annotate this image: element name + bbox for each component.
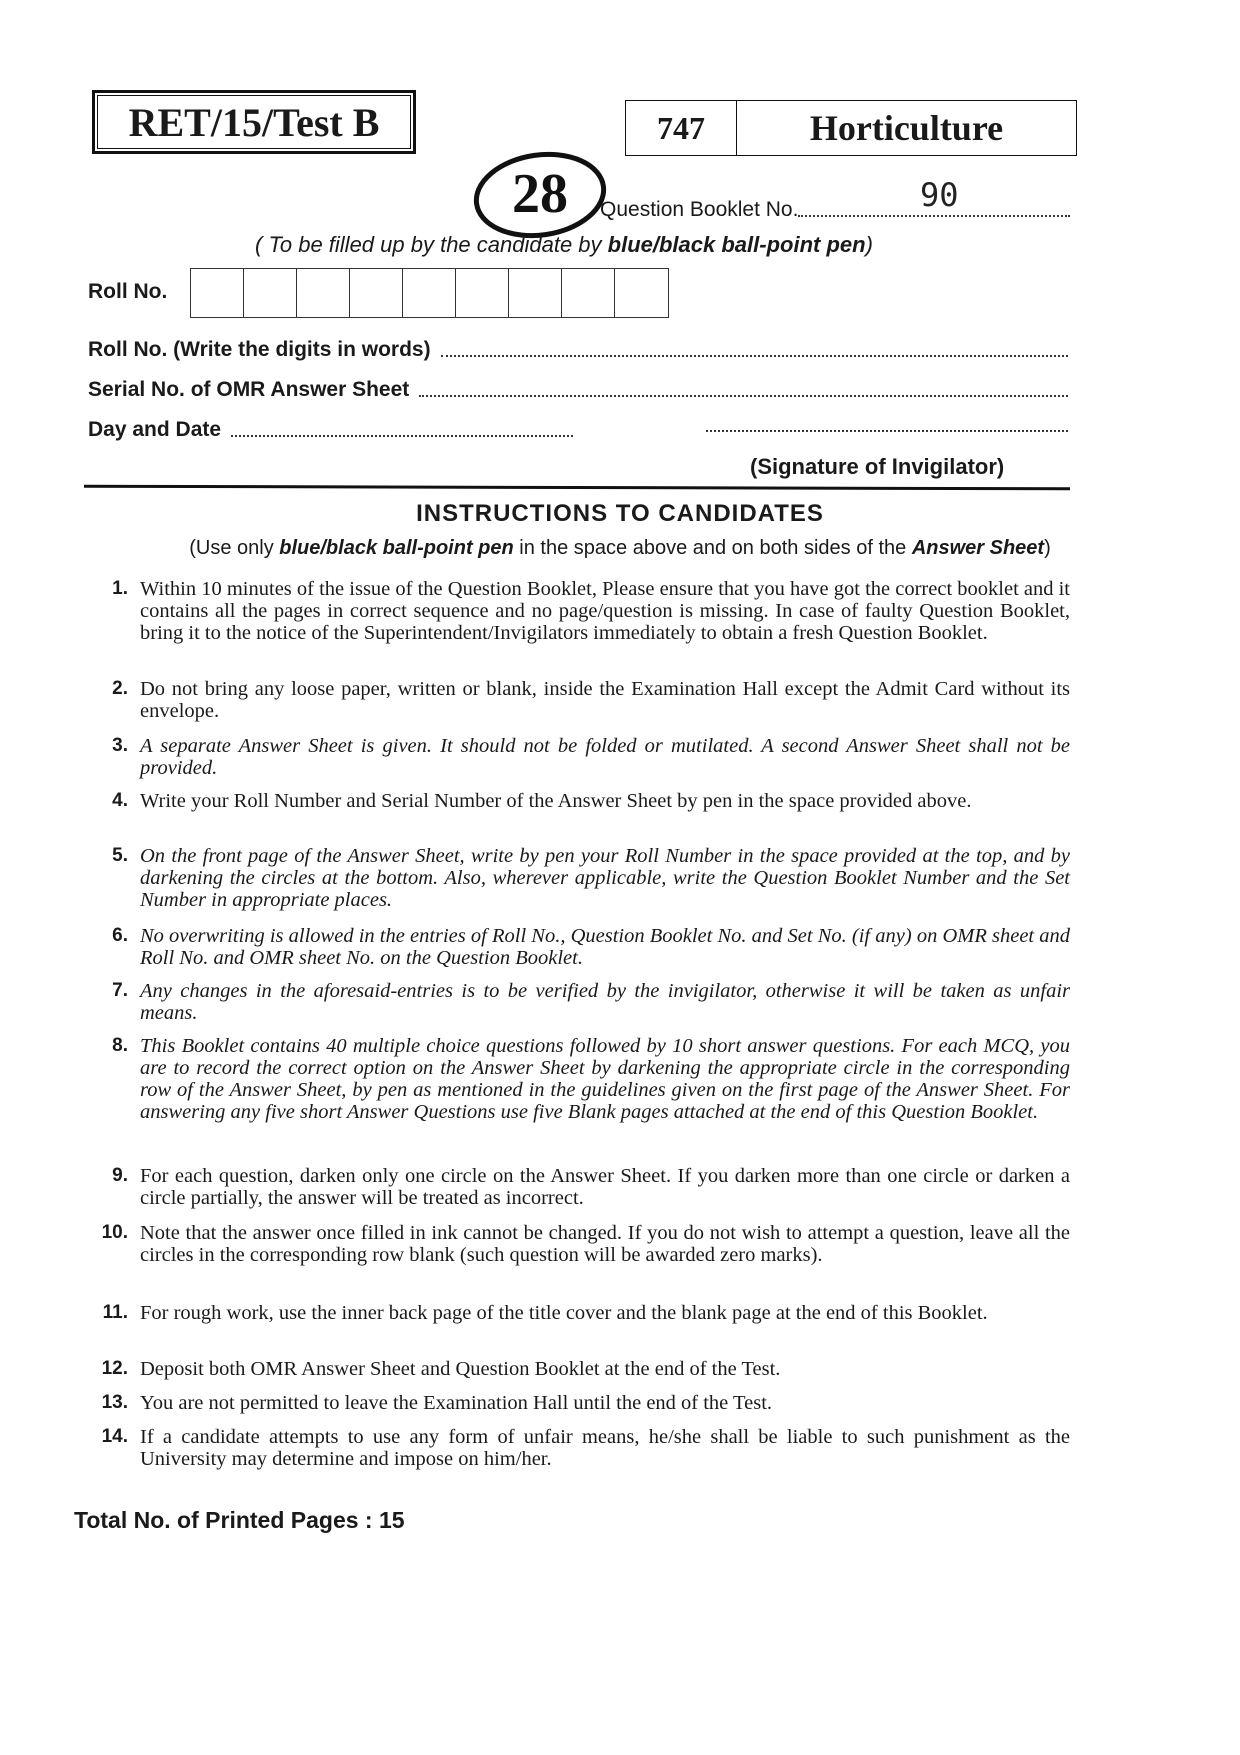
- roll-digit-box[interactable]: [191, 269, 244, 317]
- instructions-subheading: (Use only blue/black ball-point pen in the space above and on both sides of the Answer Sheet): [189, 537, 1051, 559]
- subject-code: 747: [626, 101, 737, 155]
- roll-digit-box[interactable]: [244, 269, 297, 317]
- instruction-item: 11. For rough work, use the inner back page of the title cover and the blank page at the end of this Booklet.: [102, 1302, 988, 1324]
- test-code: RET/15/Test B: [92, 90, 416, 154]
- roll-number-label: Roll No.: [88, 280, 168, 303]
- booklet-number-value: 90: [920, 176, 959, 214]
- roll-digit-box[interactable]: [562, 269, 615, 317]
- total-printed-pages: Total No. of Printed Pages : 15: [74, 1507, 405, 1533]
- instruction-item: 6. No overwriting is allowed in the entries of Roll No., Question Booklet No. and Set No. (if any) on OMR sheet and Roll No. and OMR sheet No. on the Question Booklet.: [112, 925, 1070, 969]
- roll-digit-box[interactable]: [403, 269, 456, 317]
- instruction-item: 5. On the front page of the Answer Sheet, write by pen your Roll Number in the space provided at the top, and by darkening the circles at the bottom. Also, wherever applicable, write the Question Booklet Number and the Set Number in appropriate places.: [112, 845, 1070, 911]
- omr-serial-label: Serial No. of OMR Answer Sheet: [88, 378, 410, 401]
- omr-serial-field[interactable]: [88, 378, 1068, 402]
- signature-label: (Signature of Invigilator): [750, 454, 1005, 479]
- fill-note: ( To be filled up by the candidate by blue/black ball-point pen): [255, 232, 873, 257]
- signature-line[interactable]: [706, 430, 1068, 432]
- instruction-item: 13. You are not permitted to leave the Examination Hall until the end of the Test.: [101, 1392, 773, 1414]
- day-date-field[interactable]: [88, 418, 573, 442]
- roll-digit-box[interactable]: [615, 269, 668, 317]
- instruction-item: 9. For each question, darken only one circle on the Answer Sheet. If you darken more than one circle or darken a circle partially, the answer will be treated as incorrect.: [112, 1165, 1070, 1209]
- instruction-item: 4. Write your Roll Number and Serial Number of the Answer Sheet by pen in the space provided above.: [112, 790, 972, 812]
- instruction-item: 14. If a candidate attempts to use any form of unfair means, he/she shall be liable to such punishment as the University may determine and impose on him/her.: [101, 1426, 1070, 1470]
- subject-box: [625, 100, 1077, 156]
- instruction-item: 10. Note that the answer once filled in ink cannot be changed. If you do not wish to attempt a question, leave all the circles in the corresponding row blank (such question will be awarded zero marks).: [101, 1222, 1070, 1266]
- instruction-item: 2. Do not bring any loose paper, written or blank, inside the Examination Hall except the Admit Card without its envelope.: [112, 678, 1070, 722]
- roll-digit-box[interactable]: [297, 269, 350, 317]
- roll-digit-box[interactable]: [509, 269, 562, 317]
- instruction-item: 12. Deposit both OMR Answer Sheet and Question Booklet at the end of the Test.: [101, 1358, 781, 1380]
- roll-number-boxes[interactable]: [190, 268, 669, 318]
- instruction-item: 1. Within 10 minutes of the issue of the Question Booklet, Please ensure that you have got the correct booklet and it contains all the pages in correct sequence and no page/question is missing. In case of faulty Question Booklet, bring it to the notice of the Superintendent/Invigilators immediately to obtain a fresh Question Booklet.: [112, 578, 1071, 644]
- stamp-number: 28: [512, 163, 568, 225]
- divider: [84, 485, 1070, 491]
- roll-digit-box[interactable]: [456, 269, 509, 317]
- booklet-number-label: Question Booklet No.: [600, 198, 799, 221]
- instruction-item: 7. Any changes in the aforesaid-entries is to be verified by the invigilator, otherwise it will be taken as unfair means.: [112, 980, 1070, 1024]
- booklet-number-field: [600, 190, 1070, 222]
- subject-name: Horticulture: [809, 108, 1004, 148]
- instruction-item: 3. A separate Answer Sheet is given. It should not be folded or mutilated. A second Answer Sheet shall not be provided.: [112, 735, 1070, 779]
- handwritten-stamp: [470, 150, 610, 240]
- instructions-heading: INSTRUCTIONS TO CANDIDATES: [416, 500, 824, 527]
- roll-digit-box[interactable]: [350, 269, 403, 317]
- roll-words-label: Roll No. (Write the digits in words): [88, 338, 431, 361]
- day-date-label: Day and Date: [88, 418, 222, 441]
- instruction-item: 8. This Booklet contains 40 multiple choice questions followed by 10 short answer questions. For each MCQ, you are to record the correct option on the Answer Sheet by darkening the appropriate circle in the corresponding row of the Answer Sheet, by pen as mentioned in the guidelines given on the first page of the Answer Sheet. For answering any five short Answer Questions use five Blank pages attached at the end of this Question Booklet.: [112, 1035, 1070, 1123]
- roll-words-field[interactable]: [88, 338, 1068, 362]
